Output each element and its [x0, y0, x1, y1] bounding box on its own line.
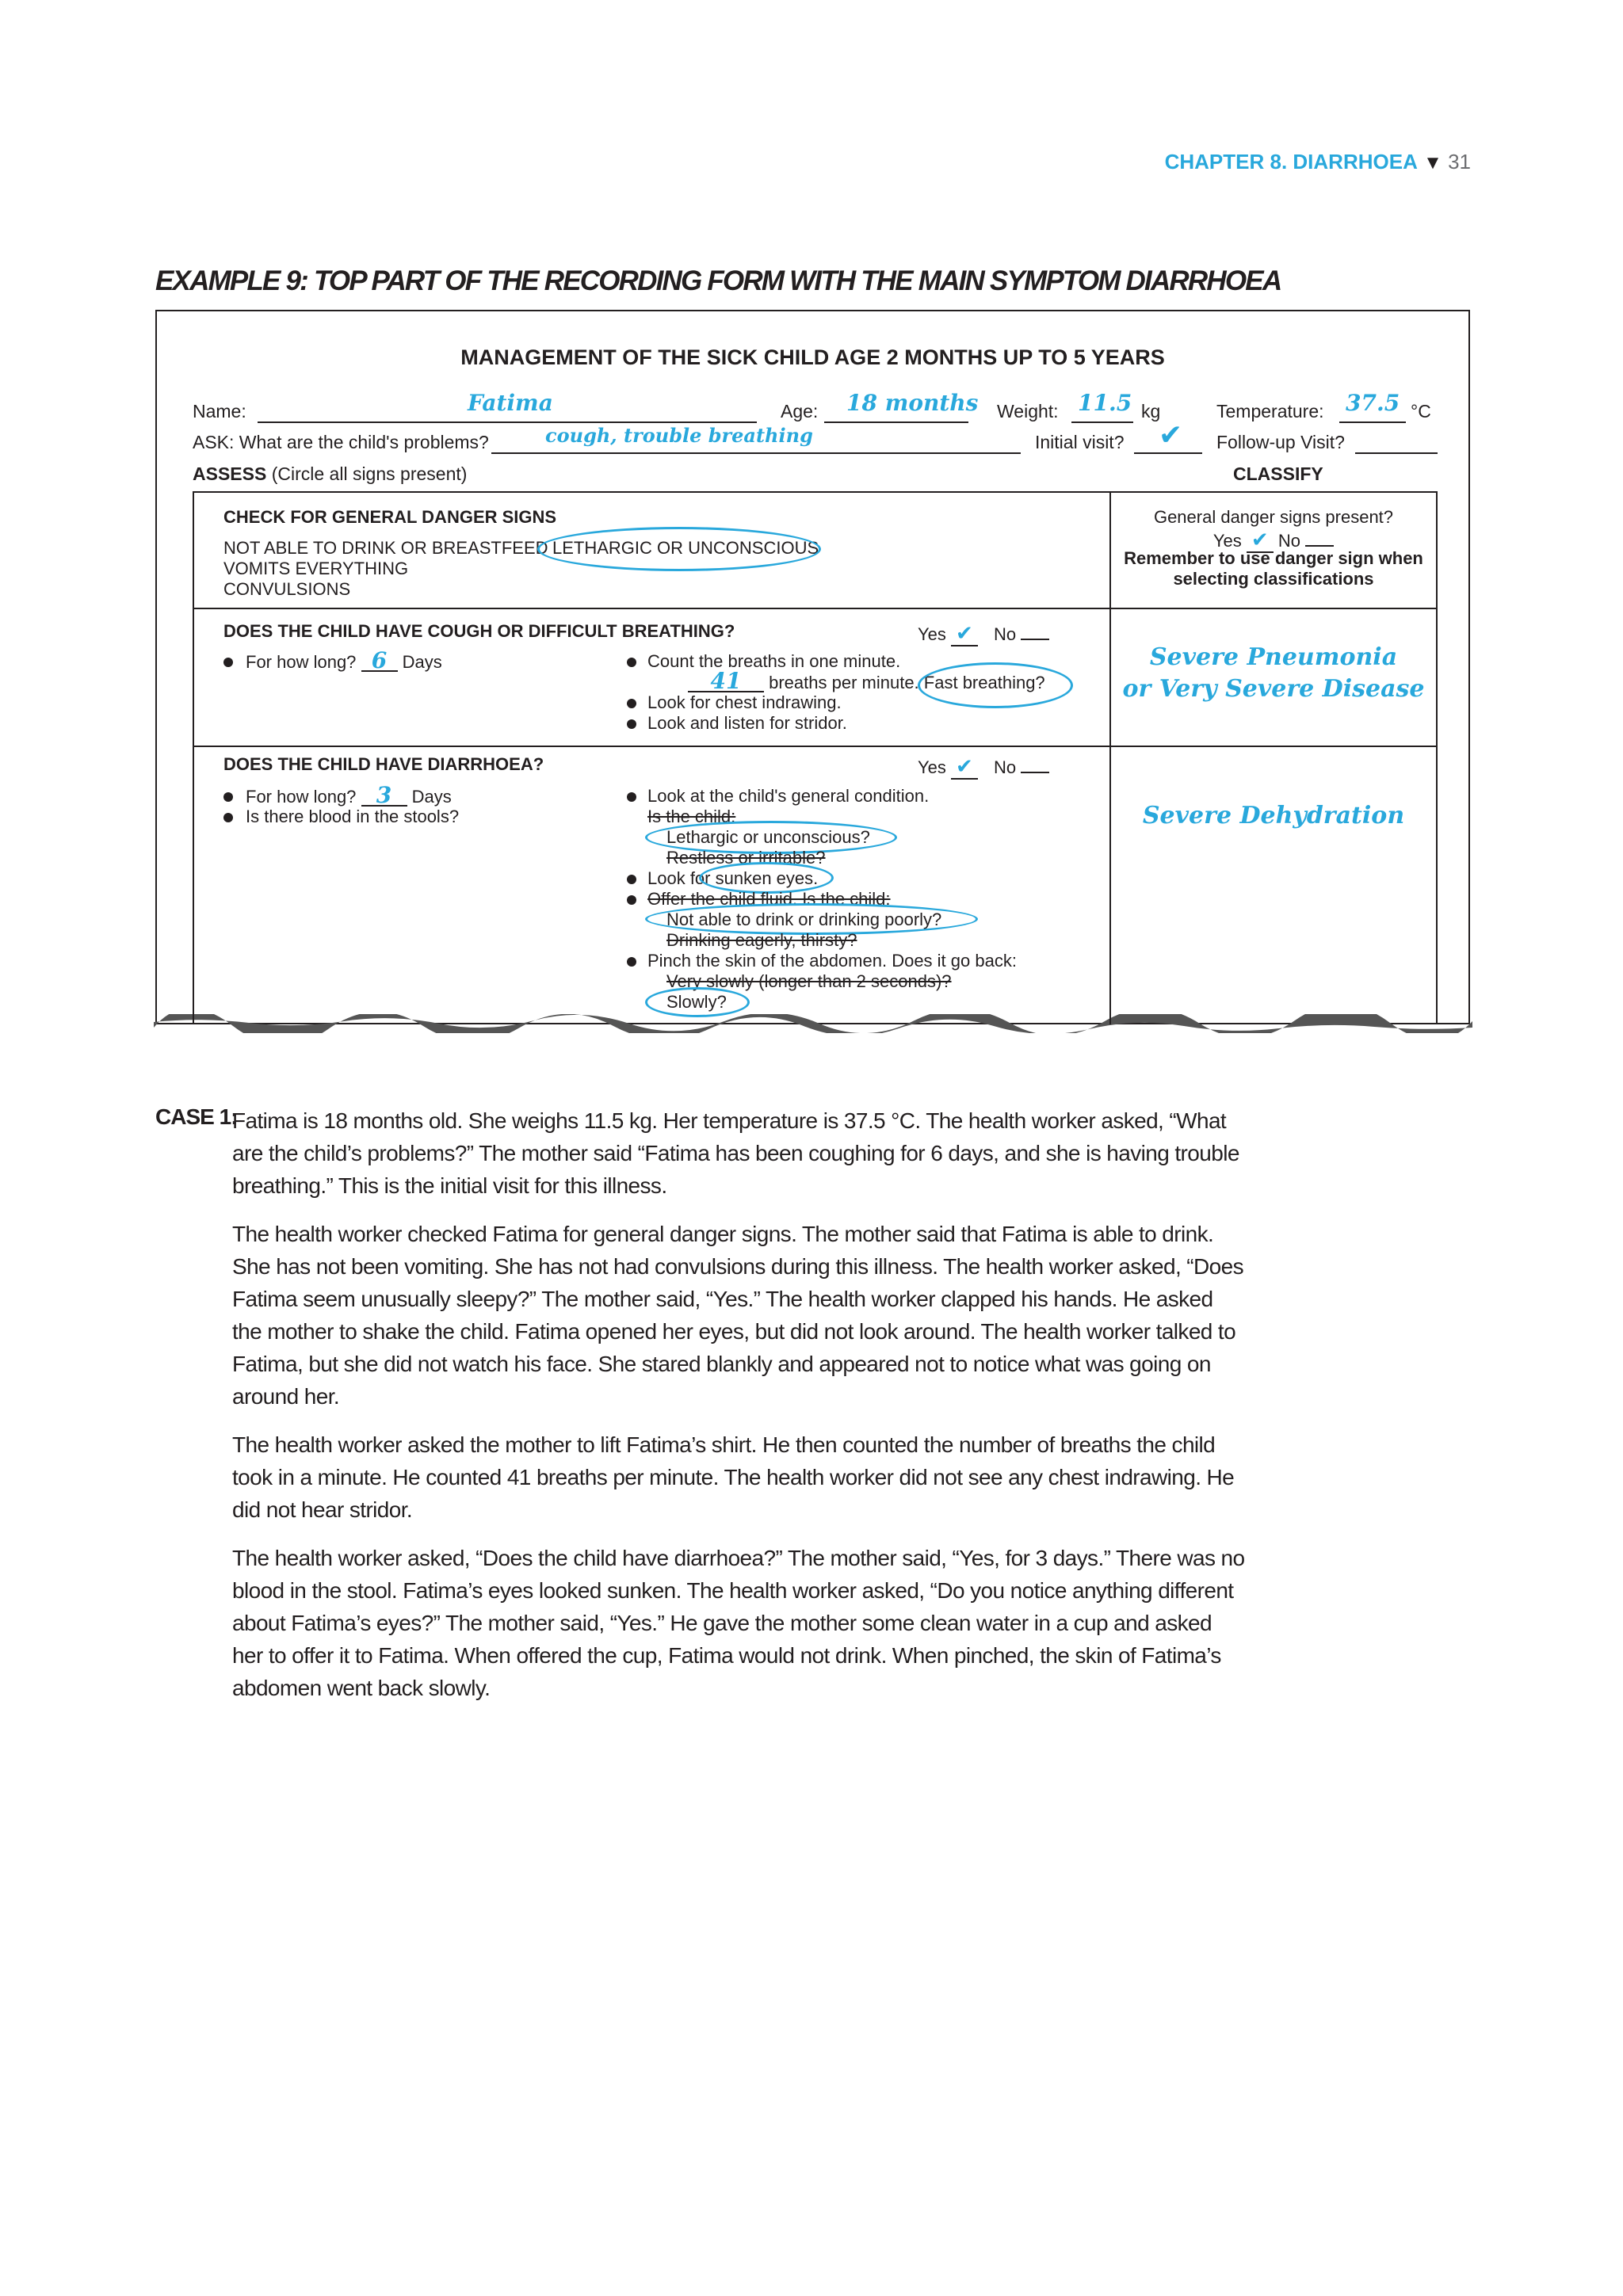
diarrhoea-look-general: Look at the child's general condition. — [647, 786, 930, 806]
diarrhoea-is-child: Is the child: — [647, 807, 736, 826]
diarrhoea-slowly: Slowly? — [666, 992, 727, 1012]
age-line — [824, 421, 968, 423]
ask-line — [491, 452, 1021, 454]
cough-no-label: No — [993, 624, 1017, 644]
diarrhoea-drinking-eagerly: Drinking eagerly, thirsty? — [666, 930, 857, 950]
diarrhoea-lethargic: Lethargic or unconscious? — [666, 827, 870, 847]
ask-label: ASK: What are the child's problems? — [193, 432, 489, 452]
row-divider-2 — [193, 746, 1438, 747]
diarrhoea-very-slowly: Very slowly (longer than 2 seconds)? — [666, 971, 952, 991]
age-label: Age: — [781, 401, 819, 421]
diarrhoea-how-long — [246, 782, 452, 808]
chapter-title: CHAPTER 8. DIARRHOEA — [1164, 150, 1418, 174]
cough-breaths-label: breaths per minute. — [769, 673, 919, 692]
diarrhoea-look-for: Look for — [647, 868, 711, 888]
bullet — [627, 658, 636, 667]
cough-how-long — [246, 647, 442, 673]
danger-no-label: No — [1277, 531, 1300, 551]
danger-reminder-line1: Remember to use danger sign when — [1124, 548, 1423, 568]
example-title: EXAMPLE 9: TOP PART OF THE RECORDING FORM WITH THE MAIN SYMPTOM DIARRHOEA — [155, 265, 1281, 296]
diarrhoea-pinch: Pinch the skin of the abdomen. Does it go back: — [647, 951, 1017, 971]
name-label: Name: — [193, 401, 246, 421]
diarrhoea-days-label: Days — [411, 787, 452, 807]
temperature-label: Temperature: — [1216, 401, 1324, 421]
temperature-unit: °C — [1411, 401, 1431, 421]
weight-unit: kg — [1141, 401, 1161, 421]
cough-chest-indrawing: Look for chest indrawing. — [647, 692, 842, 712]
slowly-circle — [645, 987, 750, 1017]
cough-fast-breathing: Fast breathing? — [923, 673, 1045, 692]
age-value[interactable]: 18 months — [846, 390, 979, 416]
cough-how-long-label: For how long? — [246, 652, 357, 672]
danger-reminder-line2: selecting classifications — [1173, 569, 1374, 589]
cough-how-long-value[interactable]: 6 — [361, 651, 398, 672]
cough-no-blank[interactable] — [1021, 639, 1049, 640]
weight-line — [1071, 421, 1133, 423]
danger-sign-vomits: VOMITS EVERYTHING — [223, 559, 409, 578]
cough-yes-no — [918, 621, 1049, 646]
danger-yes-label: Yes — [1212, 531, 1242, 551]
cough-yes-check-icon[interactable]: ✔ — [951, 621, 978, 646]
weight-label: Weight: — [997, 401, 1059, 421]
diarrhoea-sunken-eyes: sunken eyes. — [715, 868, 819, 888]
assess-note: (Circle all signs present) — [271, 463, 468, 484]
danger-yes-check-icon[interactable]: ✔ — [1247, 528, 1274, 553]
initial-visit-label: Initial visit? — [1035, 432, 1125, 452]
chapter-marker-icon: ▼ — [1423, 152, 1442, 174]
diarrhoea-no-label: No — [993, 757, 1017, 777]
cough-count-breaths: Count the breaths in one minute. — [647, 651, 901, 671]
danger-sign-lethargic: LETHARGIC OR UNCONSCIOUS — [552, 538, 819, 558]
bullet — [627, 792, 636, 802]
case-body — [232, 1104, 1247, 1720]
bullet — [223, 813, 233, 822]
diarrhoea-yes-label: Yes — [918, 757, 946, 777]
diarrhoea-no-blank[interactable] — [1021, 772, 1049, 773]
temperature-value[interactable]: 37.5 — [1346, 390, 1400, 416]
classify-heading: CLASSIFY — [1233, 463, 1323, 484]
diarrhoea-blood: Is there blood in the stools? — [246, 807, 460, 826]
name-line — [258, 421, 757, 423]
running-header — [1165, 150, 1471, 174]
danger-lethargic-circle — [537, 527, 821, 571]
case-paragraph: Fatima is 18 months old. She weighs 11.5 kg. Her temperature is 37.5 °C. The health worker asked, “What are the child’s problems?” The mother said “Fatima has been coughing for 6 days, and she is having trouble breathing.” This is the initial visit for this illness. — [232, 1108, 1239, 1198]
bullet — [627, 957, 636, 967]
cough-breaths-value[interactable]: 41 — [688, 672, 764, 692]
cough-days-label: Days — [402, 652, 442, 672]
assess-heading — [193, 463, 467, 485]
diarrhoea-offer-fluid: Offer the child fluid. Is the child: — [647, 889, 891, 909]
followup-visit-label: Follow-up Visit? — [1216, 432, 1345, 452]
danger-heading: CHECK FOR GENERAL DANGER SIGNS — [223, 507, 557, 527]
ask-value[interactable]: cough, trouble breathing — [545, 424, 813, 447]
bullet — [627, 699, 636, 708]
diarrhoea-restless: Restless or irritable? — [666, 848, 826, 868]
bullet — [627, 719, 636, 729]
diarrhoea-not-able-to-drink: Not able to drink or drinking poorly? — [666, 910, 942, 929]
cough-classification-line1[interactable]: Severe Pneumonia — [1149, 643, 1398, 671]
form-title: MANAGEMENT OF THE SICK CHILD AGE 2 MONTHS UP TO 5 YEARS — [460, 345, 1165, 369]
weight-value[interactable]: 11.5 — [1078, 390, 1132, 416]
diarrhoea-heading: DOES THE CHILD HAVE DIARRHOEA? — [223, 754, 544, 774]
case-label: CASE 1: — [155, 1104, 238, 1129]
name-value[interactable]: Fatima — [468, 390, 553, 416]
cough-classification-line2[interactable]: or Very Severe Disease — [1122, 675, 1425, 703]
row-divider-1 — [193, 608, 1438, 609]
case-paragraph: The health worker checked Fatima for general danger signs. The mother said that Fatima is able to drink. She has not been vomiting. She has not had convulsions during this illness. The health worker asked, “Does Fatima seem unusually sleepy?” The mother said, “Yes.” The health worker clapped his hands. He asked the mother to shake the child. Fatima opened her eyes, but did not look around. The health worker talked to Fatima, but she did not watch his face. She stared blankly and appeared not to notice what was going on around her. — [232, 1222, 1243, 1409]
danger-present-question: General danger signs present? — [1153, 507, 1394, 527]
assess-label: ASSESS — [193, 463, 267, 484]
diarrhoea-yes-check-icon[interactable]: ✔ — [951, 754, 978, 780]
bullet — [627, 895, 636, 905]
temperature-line — [1339, 421, 1406, 423]
bullet — [627, 875, 636, 884]
danger-sign-convulsions: CONVULSIONS — [223, 579, 351, 599]
fast-breathing-circle — [918, 662, 1073, 708]
initial-visit-check-icon[interactable]: ✔ — [1159, 418, 1183, 451]
initial-visit-line — [1134, 452, 1202, 454]
bullet — [223, 658, 233, 667]
case-paragraph: The health worker asked the mother to lift Fatima’s shirt. He then counted the number of breaths the child took in a minute. He counted 41 breaths per minute. The health worker did not see any chest indrawing. He did not hear stridor. — [232, 1432, 1235, 1522]
bullet — [223, 792, 233, 802]
danger-no-blank[interactable] — [1305, 545, 1334, 547]
cough-stridor: Look and listen for stridor. — [647, 713, 847, 733]
cough-heading: DOES THE CHILD HAVE COUGH OR DIFFICULT BREATHING? — [223, 621, 735, 641]
danger-sign-not-able-to-drink: NOT ABLE TO DRINK OR BREASTFEED — [223, 538, 548, 558]
diarrhoea-yes-no — [918, 754, 1049, 779]
cough-yes-label: Yes — [918, 624, 946, 644]
page-number: 31 — [1448, 150, 1471, 174]
followup-visit-line — [1355, 452, 1438, 454]
diarrhoea-how-long-label: For how long? — [246, 787, 357, 807]
case-paragraph: The health worker asked, “Does the child have diarrhoea?” The mother said, “Yes, for 3 days.” There was no blood in the stool. Fatima’s eyes looked sunken. The health worker asked, “Do you notice anything different about Fatima’s eyes?” The mother said, “Yes.” He gave the mother some clean water in a cup and asked her to offer it to Fatima. When offered the cup, Fatima would not drink. When pinched, the skin of Fatima’s abdomen went back slowly. — [232, 1546, 1245, 1700]
diarrhoea-how-long-value[interactable]: 3 — [361, 786, 407, 807]
diarrhoea-classification[interactable]: Severe Dehydration — [1142, 802, 1405, 830]
